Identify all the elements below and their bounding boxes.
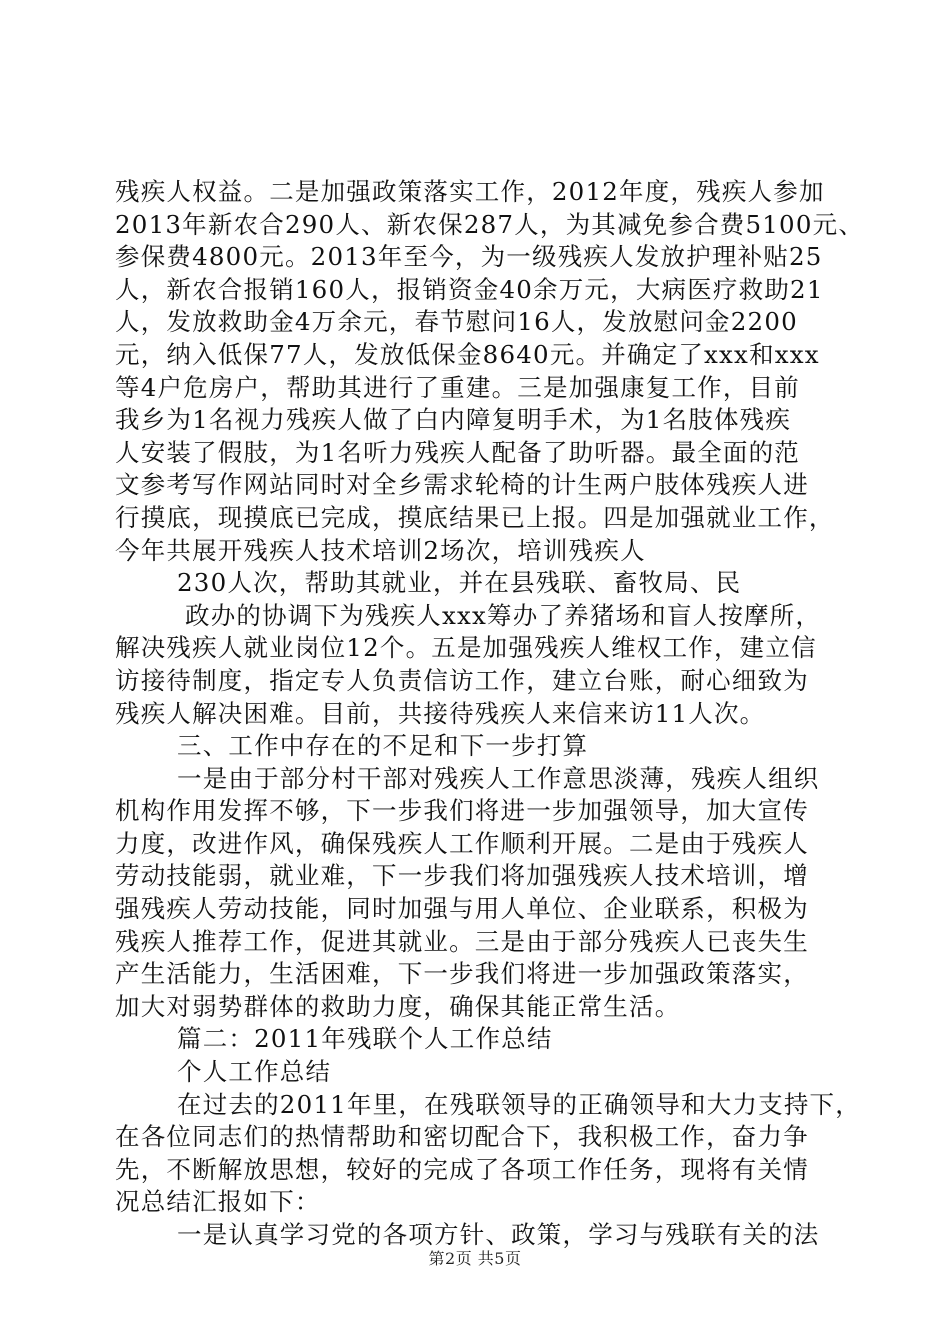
text-line: 文参考写作网站同时对全乡需求轮椅的计生两户肢体残疾人进 bbox=[115, 470, 809, 500]
article-subtitle: 个人工作总结 bbox=[177, 1057, 332, 1087]
text-line: 等4户危房户，帮助其进行了重建。三是加强康复工作，目前 bbox=[115, 372, 800, 402]
text-line: 人，发放救助金4万余元，春节慰问16人，发放慰问金2200 bbox=[115, 307, 798, 337]
text-line: 强残疾人劳动技能，同时加强与用人单位、企业联系，积极为 bbox=[115, 894, 809, 924]
text-line: 解决残疾人就业岗位12个。五是加强残疾人维权工作，建立信 bbox=[115, 633, 817, 663]
text-line: 机构作用发挥不够，下一步我们将进一步加强领导，加大宣传 bbox=[115, 796, 809, 826]
text-line: 劳动技能弱，就业难，下一步我们将加强残疾人技术培训，增 bbox=[115, 861, 809, 891]
article-title: 篇二：2011年残联个人工作总结 bbox=[177, 1024, 553, 1054]
text-line: 行摸底，现摸底已完成，摸底结果已上报。四是加强就业工作， bbox=[115, 502, 835, 532]
text-line: 产生活能力，生活困难，下一步我们将进一步加强政策落实， bbox=[115, 959, 809, 989]
text-line: 我乡为1名视力残疾人做了白内障复明手术，为1名肢体残疾 bbox=[115, 405, 792, 435]
text-line: 残疾人权益。二是加强政策落实工作，2012年度，残疾人参加 bbox=[115, 177, 825, 206]
document-body bbox=[115, 176, 865, 1252]
text-line: 残疾人推荐工作，促进其就业。三是由于部分残疾人已丧失生 bbox=[115, 926, 809, 956]
text-line: 在各位同志们的热情帮助和密切配合下，我积极工作，奋力争 bbox=[115, 1122, 809, 1152]
text-line: 访接待制度，指定专人负责信访工作，建立台账，耐心细致为 bbox=[115, 665, 809, 695]
text-line: 残疾人解决困难。目前，共接待残疾人来信来访11人次。 bbox=[115, 698, 766, 728]
text-line: 加大对弱势群体的救助力度，确保其能正常生活。 bbox=[115, 991, 681, 1021]
text-line: 一是认真学习党的各项方针、政策，学习与残联有关的法 bbox=[177, 1220, 820, 1249]
text-line: 2013年新农合290人、新农保287人，为其减免参合费5100元、 bbox=[115, 209, 865, 239]
text-line: 元，纳入低保77人，发放低保金8640元。并确定了xxx和xxx bbox=[115, 339, 820, 369]
text-line: 在过去的2011年里，在残联领导的正确领导和大力支持下， bbox=[177, 1089, 861, 1119]
text-line: 先，不断解放思想，较好的完成了各项工作任务，现将有关情 bbox=[115, 1154, 809, 1184]
text-line: 人安装了假肢，为1名听力残疾人配备了助听器。最全面的范 bbox=[115, 437, 800, 467]
text-line: 参保费4800元。2013年至今，为一级残疾人发放护理补贴25 bbox=[115, 242, 823, 272]
page-number-footer: 第2页 共5页 bbox=[428, 1249, 522, 1268]
text-line: 政办的协调下为残疾人xxx筹办了养猪场和盲人按摩所， bbox=[185, 600, 822, 630]
text-line: 一是由于部分村干部对残疾人工作意思淡薄，残疾人组织 bbox=[177, 763, 820, 793]
text-line: 今年共展开残疾人技术培训2场次，培训残疾人 bbox=[115, 535, 646, 565]
text-line: 力度，改进作风，确保残疾人工作顺利开展。二是由于残疾人 bbox=[115, 828, 809, 858]
text-line: 230人次，帮助其就业，并在县残联、畜牧局、民 bbox=[177, 568, 742, 598]
text-line: 况总结汇报如下： bbox=[115, 1187, 321, 1217]
section-heading: 三、工作中存在的不足和下一步打算 bbox=[177, 731, 589, 761]
text-line: 人，新农合报销160人，报销资金40余万元，大病医疗救助21 bbox=[115, 274, 824, 304]
